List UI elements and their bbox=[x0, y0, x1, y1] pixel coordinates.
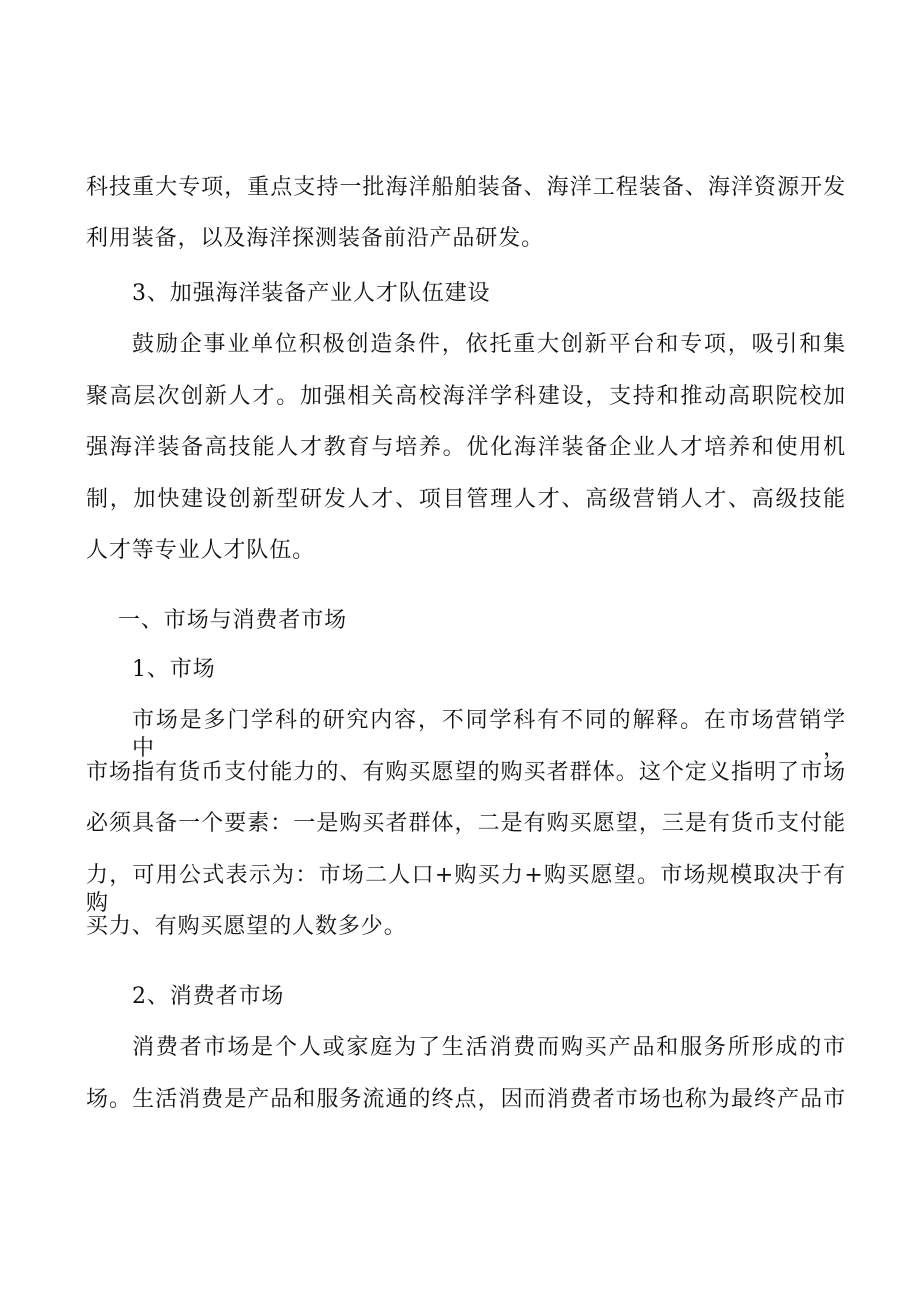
paragraph-line: 鼓励企事业单位积极创造条件，依托重大创新平台和专项，吸引和集 bbox=[132, 332, 846, 357]
paragraph-line: 力，可用公式表示为：市场二人口+购买力+购买愿望。市场规模取决于有购 bbox=[86, 863, 846, 916]
paragraph-line: 利用装备，以及海洋探测装备前沿产品研发。 bbox=[86, 226, 545, 251]
paragraph-line: 市场指有货币支付能力的、有购买愿望的购买者群体。这个定义指明了市场 bbox=[86, 760, 846, 785]
subsection-heading: 2、消费者市场 bbox=[132, 984, 285, 1009]
paragraph-line: 场。生活消费是产品和服务流通的终点，因而消费者市场也称为最终产品市 bbox=[86, 1087, 846, 1112]
paragraph-line: 强海洋装备高技能人才教育与培养。优化海洋装备企业人才培养和使用机 bbox=[86, 435, 846, 460]
paragraph-line: 买力、有购买愿望的人数多少。 bbox=[86, 914, 407, 939]
section-heading: 一、市场与消费者市场 bbox=[118, 608, 348, 633]
paragraph-line: 市场是多门学科的研究内容，不同学科有不同的解释。在市场营销学中， bbox=[132, 708, 846, 761]
subsection-heading: 3、加强海洋装备产业人才队伍建设 bbox=[132, 281, 491, 306]
paragraph-line: 制，加快建设创新型研发人才、项目管理人才、高级营销人才、高级技能 bbox=[86, 487, 846, 512]
paragraph-line: 消费者市场是个人或家庭为了生活消费而购买产品和服务所形成的市 bbox=[132, 1035, 846, 1060]
subsection-heading: 1、市场 bbox=[132, 657, 216, 682]
paragraph-line: 科技重大专项，重点支持一批海洋船舶装备、海洋工程装备、海洋资源开发 bbox=[86, 175, 846, 200]
paragraph-line: 人才等专业人才队伍。 bbox=[86, 538, 316, 563]
paragraph-line: 必须具备一个要素：一是购买者群体，二是有购买愿望，三是有货币支付能 bbox=[86, 811, 846, 836]
paragraph-line: 聚高层次创新人才。加强相关高校海洋学科建设，支持和推动高职院校加 bbox=[86, 384, 846, 409]
